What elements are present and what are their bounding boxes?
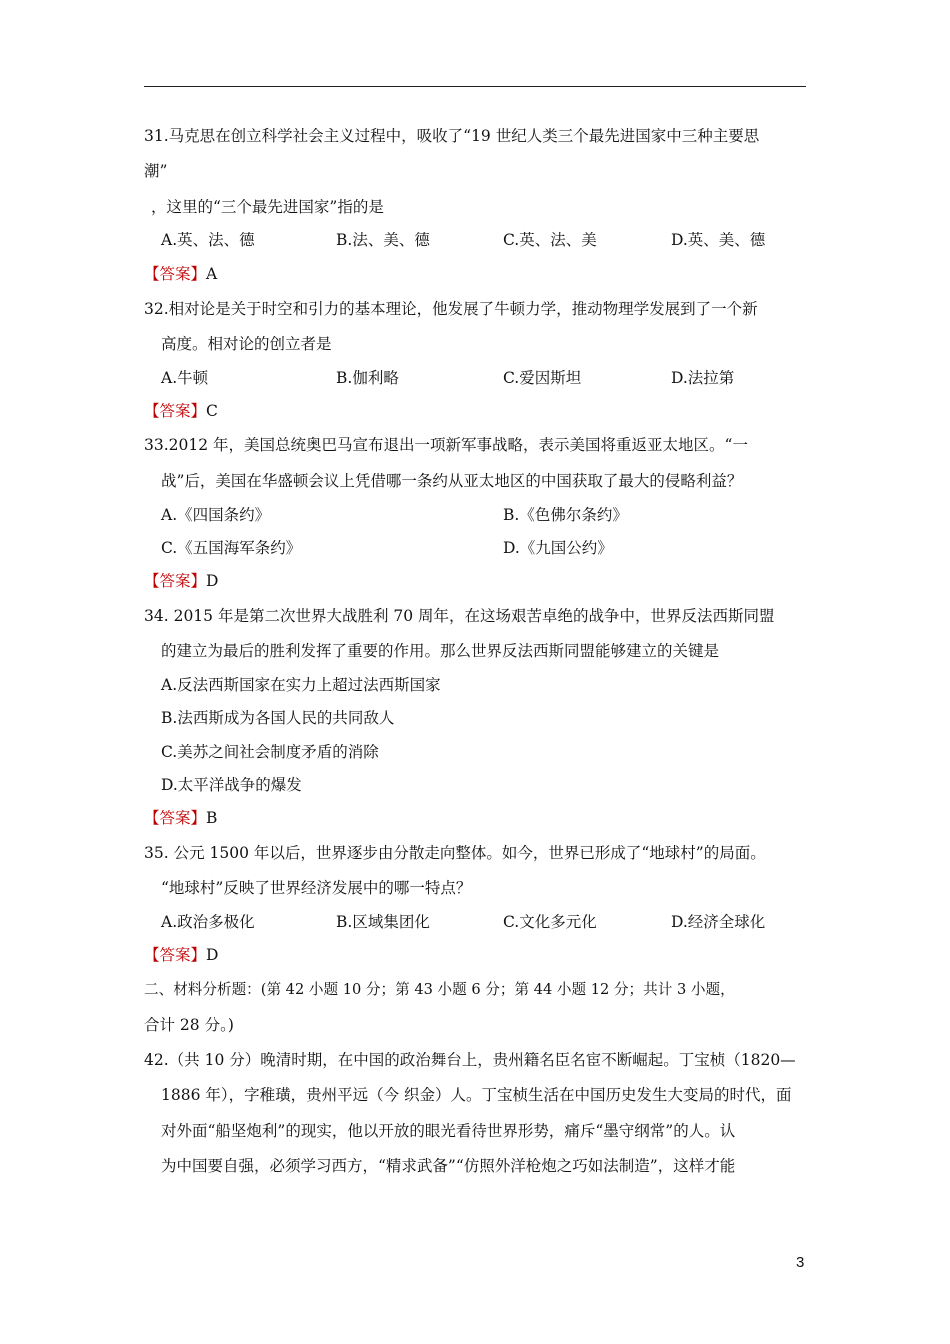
q34-option-d: D.太平洋战争的爆发 bbox=[161, 776, 302, 794]
q31-option-d: D.英、美、德 bbox=[671, 231, 766, 249]
answer-value: D bbox=[206, 946, 219, 964]
q35-line-2: “地球村”反映了世界经济发展中的哪一特点？ bbox=[161, 879, 472, 897]
section2-heading-line-2: 合计 28 分。) bbox=[144, 1016, 234, 1034]
q35-option-c: C.文化多元化 bbox=[503, 913, 597, 931]
page-number: 3 bbox=[796, 1254, 805, 1271]
header-rule bbox=[144, 86, 806, 87]
answer-value: A bbox=[206, 265, 218, 283]
q33-line-2: 战”后，美国在华盛顿会议上凭借哪一条约从亚太地区的中国获取了最大的侵略利益？ bbox=[161, 472, 743, 490]
q34-option-c: C.美苏之间社会制度矛盾的消除 bbox=[161, 743, 379, 761]
q31-option-b: B.法、美、德 bbox=[336, 231, 430, 249]
q42-line-3: 对外面“船坚炮利”的现实，他以开放的眼光看待世界形势，痛斥“墨守纲常”的人。认 bbox=[161, 1122, 736, 1140]
q33-line-1: 33.2012 年，美国总统奥巴马宣布退出一项新军事战略，表示美国将重返亚太地区。“一 bbox=[144, 436, 748, 454]
q34-option-b: B.法西斯成为各国人民的共同敌人 bbox=[161, 709, 395, 727]
q33-option-d: D.《九国公约》 bbox=[503, 539, 613, 557]
q35-option-d: D.经济全球化 bbox=[671, 913, 766, 931]
q32-option-a: A.牛顿 bbox=[161, 369, 209, 387]
answer-value: C bbox=[206, 402, 218, 420]
q42-line-4: 为中国要自强，必须学习西方，“精求武备”“仿照外洋枪炮之巧如法制造”，这样才能 bbox=[161, 1157, 736, 1175]
q32-option-b: B.伽利略 bbox=[336, 369, 399, 387]
q31-option-c: C.英、法、美 bbox=[503, 231, 597, 249]
answer-tag: 【答案】 bbox=[144, 809, 207, 827]
q42-line-2: 1886 年），字稚璜，贵州平远（今 织金）人。丁宝桢生活在中国历史发生大变局的时代，面 bbox=[161, 1086, 792, 1104]
section2-heading-line-1: 二、材料分析题：(第 42 小题 10 分；第 43 小题 6 分；第 44 小题 12 分；共计 3 小题， bbox=[144, 981, 735, 998]
answer-value: B bbox=[206, 809, 218, 827]
q35-option-a: A.政治多极化 bbox=[161, 913, 255, 931]
q34-answer bbox=[144, 808, 217, 828]
q42-line-1: 42.（共 10 分）晚清时期，在中国的政治舞台上，贵州籍名臣名宦不断崛起。丁宝桢（1820— bbox=[144, 1051, 796, 1069]
q32-option-c: C.爱因斯坦 bbox=[503, 369, 582, 387]
q31-line-1: 31.马克思在创立科学社会主义过程中，吸收了“19 世纪人类三个最先进国家中三种主要思 bbox=[144, 127, 760, 145]
q35-line-1: 35. 公元 1500 年以后，世界逐步由分散走向整体。如今，世界已形成了“地球村”的局面。 bbox=[144, 844, 766, 862]
q32-line-2: 高度。相对论的创立者是 bbox=[161, 335, 332, 353]
q33-option-c: C.《五国海军条约》 bbox=[161, 539, 302, 557]
q33-option-a: A.《四国条约》 bbox=[161, 506, 271, 524]
answer-tag: 【答案】 bbox=[144, 946, 207, 964]
q32-line-1: 32.相对论是关于时空和引力的基本理论，他发展了牛顿力学，推动物理学发展到了一个新 bbox=[144, 300, 758, 318]
q34-line-1: 34. 2015 年是第二次世界大战胜利 70 周年，在这场艰苦卓绝的战争中，世界反法西斯同盟 bbox=[144, 607, 775, 625]
answer-tag: 【答案】 bbox=[144, 402, 207, 420]
q31-line-3: ，这里的“三个最先进国家”指的是 bbox=[151, 198, 384, 216]
answer-tag: 【答案】 bbox=[144, 572, 207, 590]
answer-tag: 【答案】 bbox=[144, 265, 207, 283]
q33-option-b: B.《色佛尔条约》 bbox=[503, 506, 628, 524]
q35-option-b: B.区域集团化 bbox=[336, 913, 430, 931]
q34-option-a: A.反法西斯国家在实力上超过法西斯国家 bbox=[161, 676, 441, 694]
q33-answer bbox=[144, 571, 218, 591]
q35-answer bbox=[144, 945, 218, 965]
q34-line-2: 的建立为最后的胜利发挥了重要的作用。那么世界反法西斯同盟能够建立的关键是 bbox=[161, 642, 720, 660]
answer-value: D bbox=[206, 572, 219, 590]
q32-option-d: D.法拉第 bbox=[671, 369, 735, 387]
q32-answer bbox=[144, 401, 218, 421]
q31-line-2: 潮” bbox=[144, 162, 168, 180]
q31-option-a: A.英、法、德 bbox=[161, 231, 255, 249]
q31-answer bbox=[144, 264, 217, 284]
